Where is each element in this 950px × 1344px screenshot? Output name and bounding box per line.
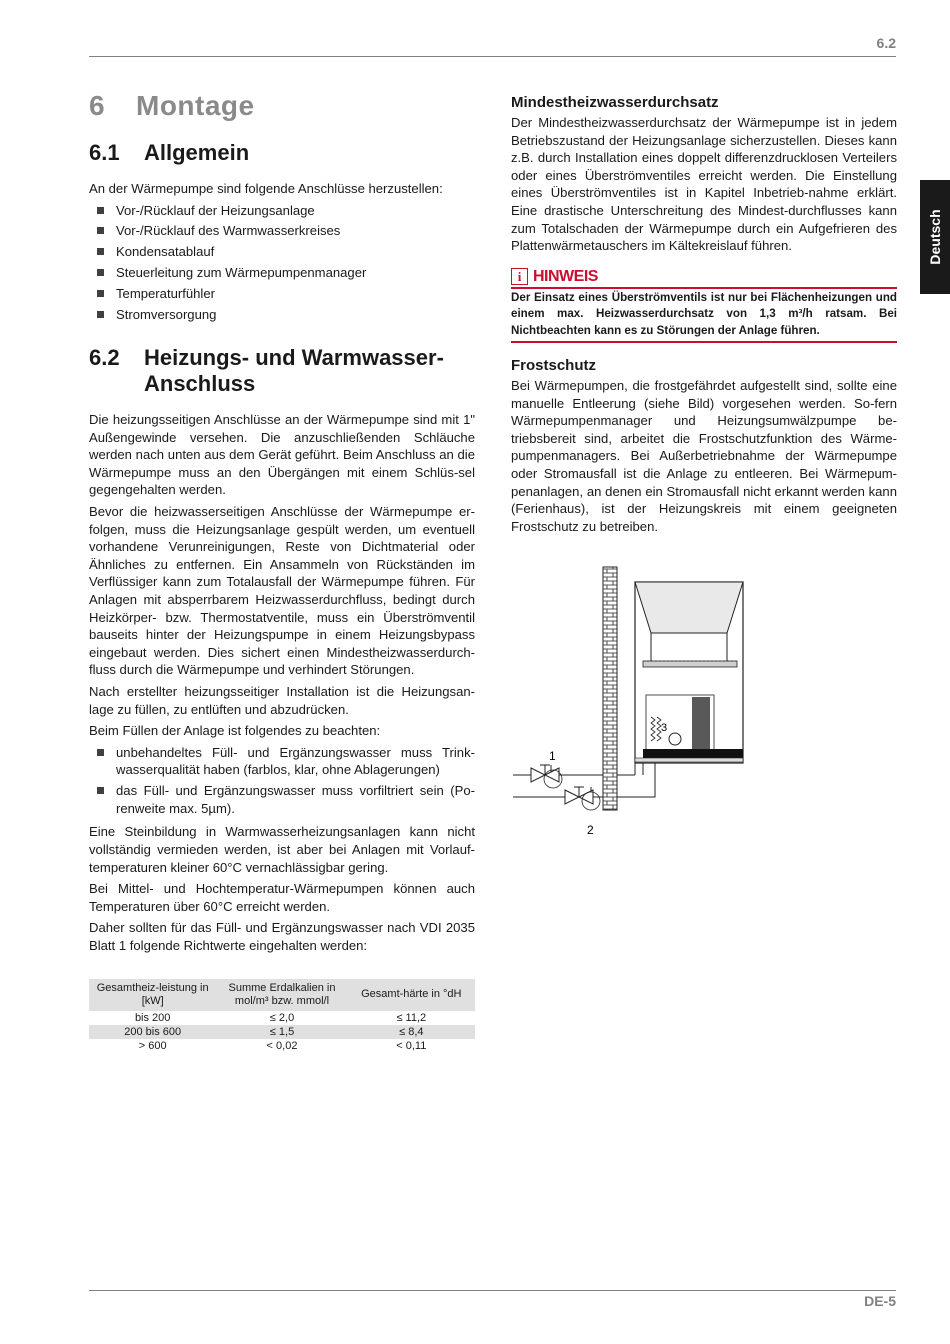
table-row [89,1011,475,1025]
note-box [511,268,897,343]
section-title-text: Allgemein [144,140,250,165]
list-item: Stromversorgung [89,306,475,324]
info-icon: i [511,268,528,285]
frost-drain-diagram [511,565,751,845]
paragraph: Bei Mittel- und Hochtemperatur-Wärmepumpen können auch Temperaturen über 60°C erreicht werden. [89,881,475,914]
left-column [89,90,475,1053]
paragraph: Eine Steinbildung in Warmwasserheizungsanlagen kann nicht vollständig vermieden werden, ist aber bei Anlagen mit Vorlauf-temperaturen kleiner 60°C vernachlässigbar gering. [89,824,475,875]
connections-list [89,202,475,324]
page-number: DE-5 [864,1293,896,1309]
frost-title: Frostschutz [511,356,597,374]
table-header: Gesamtheiz-leistung in [kW] [89,979,216,1011]
table-cell: ≤ 1,5 [216,1025,347,1039]
frost-text: Bei Wärmepumpen, die frostgefährdet aufgestellt sind, sollte eine manuelle Entleerung (siehe Bild) vorgesehen werden. So-fern Wärmepumpenmanager und Heizungsumwälzpumpe be-triebsbereit sind, arbeitet die Frostschutzfunktion des Wärme-pumpenmanagers. Bei Außerbetriebnahme der Wärmepumpe oder Stromausfall ist die Anlage zu entleeren. Bei Wärmepum-penanlagen, an denen ein Stromausfall nicht erkannt werden kann (Ferienhaus), ist der Heizungskreis mit einem geeigneten Frostschutz zu betreiben. [511,377,897,534]
list-item: das Füll- und Ergänzungswasser muss vorfiltriert sein (Po-renweite max. 5µm). [89,782,475,817]
note-header [511,268,897,289]
heat-pump-unit [635,582,743,763]
list-item: Temperaturfühler [89,285,475,303]
section-6-2-title [89,345,475,397]
paragraph: Daher sollten für das Füll- und Ergänzungswasser nach VDI 2035 Blatt 1 folgende Richtwerte eingehalten werden: [89,920,475,953]
table-cell: ≤ 11,2 [396,1011,427,1024]
table-cell: < 0,02 [266,1039,298,1052]
section-number: 6.2 [89,345,120,371]
table-cell: < 0,11 [396,1039,427,1052]
drain-valve-2 [565,787,600,810]
table-cell: bis 200 [134,1011,171,1024]
header-section-ref: 6.2 [876,35,896,51]
drain-valve-1 [531,765,562,788]
list-item: Steuerleitung zum Wärmepumpenmanager [89,264,475,282]
min-flow-text: Der Mindestheizwasserdurchsatz der Wärmepumpe ist in jedem Betriebszustand der Heizungsanlage sicherzustellen. Dieses kann z.B. durch Installation eines doppelt differenzdrucklosen Verteilers oder eines Überströmventiles erreicht werden. Die Einstellung eines Überströmventiles ist in Kapitel Inbetrieb-nahme erklärt. Eine drastische Unterschreitung des Mindest-durchflusses kann zum Totalschaden der Wärmepumpe durch ein Aufgefrieren des Plattenwärmetauschers im Kältekreislauf führen. [511,115,897,254]
list-item: Vor-/Rücklauf der Heizungsanlage [89,202,475,220]
language-tab-label: Deutsch [927,209,943,265]
paragraph: Beim Füllen der Anlage ist folgendes zu beachten: [89,723,381,739]
chapter-number: 6 [89,90,106,121]
list-item: Vor-/Rücklauf des Warmwasserkreises [89,222,475,240]
section-6-1-title [89,140,475,166]
label-2: 2 [587,823,594,837]
filling-list [89,744,475,818]
footer-rule [89,1290,896,1291]
section-title-text: Heizungs- und Warmwasser-Anschluss [144,345,444,397]
paragraph: Nach erstellter heizungsseitiger Installation ist die Heizungsan-lage zu füllen, zu entlüften und abzudrücken. [89,684,475,717]
wall [603,567,617,810]
min-flow-title: Mindestheizwasserdurchsatz [511,94,719,111]
table-header: Gesamt-härte in °dH [348,979,475,1011]
list-item: unbehandeltes Füll- und Ergänzungswasser muss Trink-wasserqualität haben (farblos, klar, ohne Ablagerungen) [89,744,475,779]
table-row [89,1025,475,1039]
connections-intro: An der Wärmepumpe sind folgende Anschlüsse herzustellen: [89,181,443,196]
table-header-row [89,979,475,1011]
header-rule [89,56,896,57]
label-1: 1 [549,749,556,763]
list-item: Kondensatablauf [89,243,475,261]
chapter-title-text: Montage [136,90,255,121]
table-cell: ≤ 8,4 [348,1025,475,1039]
table-row [89,1039,475,1053]
note-text: Der Einsatz eines Überströmventils ist nur bei Flächenheizungen und einem max. Heizwasserdurchsatz von 1,3 m³/h ratsam. Bei Nichtbeachten kann es zu Störungen der Anlage führen. [511,289,897,343]
chapter-title [89,90,475,122]
table-cell: 200 bis 600 [89,1025,216,1039]
note-title: HINWEIS [533,267,598,285]
table-cell: ≤ 2,0 [269,1011,295,1024]
right-column [511,94,897,539]
language-tab [920,180,950,294]
water-values-table [89,979,475,1053]
section-number: 6.1 [89,140,120,165]
table-cell: > 600 [138,1039,167,1052]
paragraph: Bevor die heizwasserseitigen Anschlüsse der Wärmepumpe er-folgen, muss die Heizungsanlage gespült werden, um eventuell vorhandene Verunreinigungen, Reste von Dichtmaterial oder Ähnliches zu entfernen. Ein Ansammeln von Rückständen im Verflüssiger kann zum Totalausfall der Wärmepumpe führen. Für Anlagen mit absperrbarem Heizwasserdurchfluss, bedingt durch Heizkörper- bzw. Thermostatventile, muss ein Überströmventil bauseits hinter der Heizungspumpe in einem Heizungsbypass eingebaut werden. Dies sichert einen Mindestheizwasserdurch-fluss durch die Wärmepumpe und verhindert Störungen. [89,504,475,678]
table-header: Summe Erdalkalien in mol/m³ bzw. mmol/l [216,979,347,1011]
paragraph: Die heizungsseitigen Anschlüsse an der Wärmepumpe sind mit 1" Außengewinde versehen. Die anzuschließenden Schläuche werden nach unten aus dem Gerät geführt. Beim Anschluss an die Wärmepumpe muss an den Übergängen mit einem Schlüs-sel gegengehalten werden. [89,412,475,498]
label-3: 3 [661,722,668,734]
